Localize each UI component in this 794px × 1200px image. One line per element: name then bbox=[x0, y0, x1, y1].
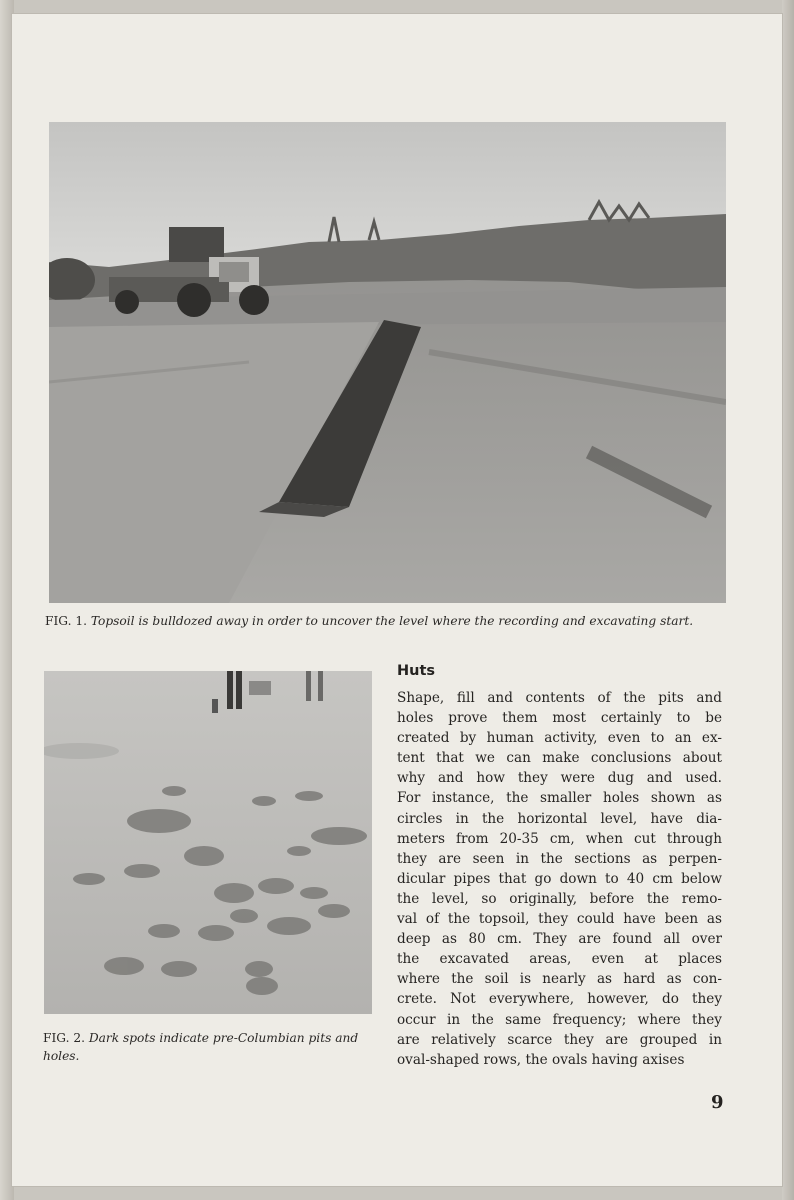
text-line: tent that we can make conclusions about bbox=[397, 750, 722, 767]
figure-2-caption-text: Dark spots indicate pre-Columbian pits and holes. bbox=[43, 1031, 359, 1063]
text-line: the excavated areas, even at places bbox=[397, 951, 722, 968]
text-line: crete. Not everywhere, however, do they bbox=[397, 991, 722, 1008]
text-line: where the soil is nearly as hard as con- bbox=[397, 971, 722, 988]
text-line: circles in the horizontal level, have dia- bbox=[397, 810, 722, 827]
body-text bbox=[397, 688, 722, 1070]
text-line: deep as 80 cm. They are found all over bbox=[397, 931, 722, 948]
section-heading: Huts bbox=[397, 663, 436, 679]
text-line: For instance, the smaller holes shown as bbox=[397, 790, 722, 807]
figure-2-caption bbox=[43, 1029, 381, 1065]
page-edge bbox=[782, 0, 794, 1200]
text-line: created by human activity, even to an ex- bbox=[397, 730, 722, 747]
figure-1-caption bbox=[45, 612, 730, 630]
text-line: are relatively scarce they are grouped in bbox=[397, 1031, 722, 1048]
page-number: 9 bbox=[711, 1092, 724, 1113]
figure-2-label: FIG. 2. bbox=[43, 1031, 85, 1045]
text-line: Shape, fill and contents of the pits and bbox=[397, 690, 722, 706]
figure-1-caption-text: Topsoil is bulldozed away in order to uncover the level where the recording and excavating start. bbox=[90, 614, 694, 628]
figure-1-label: FIG. 1. bbox=[45, 614, 87, 628]
text-line: dicular pipes that go down to 40 cm below bbox=[397, 870, 722, 887]
text-line: they are seen in the sections as perpen- bbox=[397, 850, 722, 867]
text-line: meters from 20-35 cm, when cut through bbox=[397, 830, 722, 847]
text-line: val of the topsoil, they could have been as bbox=[397, 911, 722, 928]
text-line: oval-shaped rows, the ovals having axises bbox=[397, 1051, 685, 1068]
figure-2-photo bbox=[44, 671, 372, 1014]
figure-1-photo bbox=[49, 122, 726, 603]
text-line: occur in the same frequency; where they bbox=[397, 1011, 722, 1028]
text-line: the level, so originally, before the remo- bbox=[397, 890, 722, 907]
text-line: why and how they were dug and used. bbox=[397, 770, 722, 787]
text-line: holes prove them most certainly to be bbox=[397, 710, 722, 727]
